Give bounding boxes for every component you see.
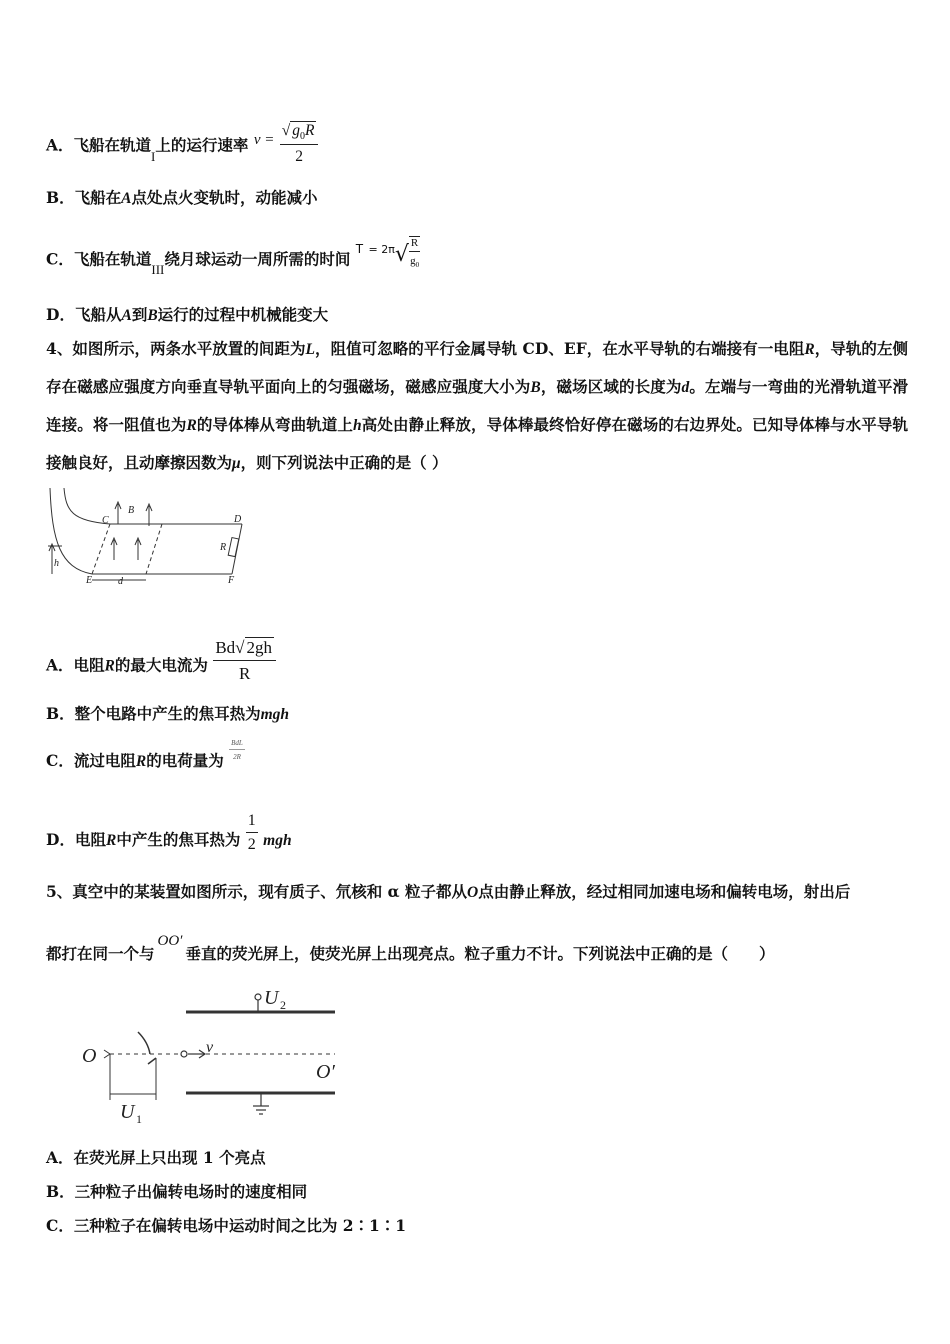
option-label: B． [46,1182,75,1201]
q4-rail-diagram [42,486,252,586]
option-label: A． [46,135,74,155]
speed-formula: $\frac{√ g_0R}{2}$ [280,121,319,166]
period-formula [409,236,420,269]
option-text: 飞船在轨道 [73,135,152,155]
q4-stem [46,330,908,482]
label-h: h [54,558,59,569]
option-label: B． [46,704,75,723]
option-text: 绕月球运动一周所需的时间 [164,249,351,269]
orbit-subscript: I [151,148,156,164]
option-text: 飞船在 [74,188,122,207]
point-a: A [121,307,132,324]
option-text: 流过电阻 [73,751,136,770]
option-label: B． [46,188,75,207]
point-a: A [121,190,132,207]
q4-option-a [46,638,276,690]
var-r: R [105,832,117,849]
option-label: C． [46,249,74,269]
stem-text: ，磁场区域的长度为 [540,377,682,396]
q5-stem-line2 [46,933,775,964]
formula-num: BdL [229,739,245,750]
label-u2-sub: 2 [280,998,286,1012]
var-oo-prime: OO′ [157,933,183,949]
var-r: R [135,753,147,770]
q4-option-b [46,702,289,724]
var-d: d [681,379,690,396]
option-text: 点处点火变轨时，动能减小 [131,188,318,207]
var-b: B [530,379,541,396]
option-text: 到 [131,305,148,324]
stem-text: 高处由静止释放，导体棒最终恰好停在磁场的右边界处。已知导体棒与水平导轨接触良好，且动摩擦因数为 [46,415,908,472]
label-u1: U [120,1101,135,1123]
point-b: B [147,307,158,324]
var-l: L [305,341,315,358]
q5-device-diagram [80,982,350,1127]
q5-option-b [46,1180,307,1202]
q3-option-a [46,124,318,169]
formula-sub: 0 [415,261,420,270]
label-f: F [228,575,235,586]
label-e: E [86,575,93,586]
var-r: R [104,657,115,675]
var-o: O [467,884,479,901]
option-text: 电阻 [74,830,106,849]
option-text: 电阻 [73,655,105,675]
var-mgh: mgh [263,832,292,849]
var-mgh: mgh [260,706,290,723]
option-label: A． [46,1148,74,1167]
option-text: 的最大电流为 [114,655,208,675]
formula-num: Bd [215,638,236,657]
formula-lhs: T [355,241,364,256]
option-text: 的电荷量为 [146,751,224,770]
var-h: h [353,417,362,434]
var-mu: μ [232,455,241,472]
stem-text: 5、真空中的某装置如图所示，现有质子、氘核和 α 粒子都从 [46,882,468,901]
formula-num: R [409,237,420,252]
label-d-length: d [118,576,123,586]
q5-option-a [46,1146,266,1168]
stem-text: 垂直的荧光屏上，使荧光屏上出现亮点。粒子重力不计。下列说法中正确的是（ ） [185,944,775,963]
current-formula: $\frac{Bd√ 2gh}{R}$ [213,637,276,684]
formula-sub: 0 [300,131,306,143]
formula-num: 1 [246,812,258,833]
option-text: 运行的过程中机械能变大 [157,305,329,324]
option-text: 三种粒子在偏转电场中运动时间之比为 2∶1∶1 [73,1216,407,1235]
sqrt-icon: √ [394,241,409,267]
formula-r: R [305,122,315,139]
formula-g: g [292,122,301,139]
label-u2: U [264,987,279,1009]
q5-option-c [46,1214,406,1236]
stem-text: 都打在同一个与 [46,944,155,963]
option-text: 飞船在轨道 [73,249,152,269]
formula-lhs: v = [253,131,275,148]
formula-den: R [238,664,251,683]
label-c: C [102,515,109,526]
label-b: B [128,505,135,516]
q5-stem-line1 [46,880,850,902]
q4-option-c [46,739,245,773]
option-text: 上的运行速率 [155,135,249,155]
label-v: v [206,1039,214,1056]
orbit-subscript: III [151,261,165,277]
stem-text: 点由静止释放，经过相同加速电场和偏转电场，射出后 [478,882,851,901]
var-r: R [186,417,197,434]
stem-text: ，导轨的左侧存在磁感应强度方向垂直导轨平面向上的匀强磁场，磁感应强度大小为 [46,339,908,396]
option-label: D． [46,830,75,849]
stem-text: 。左端与一弯曲的光滑轨道平滑连接。将一阻值也为 [46,377,908,434]
stem-text: ，则下列说法中正确的是（ ） [240,453,448,472]
label-r: R [220,542,227,553]
formula-den: 2R [233,753,241,761]
q3-option-c [46,237,420,277]
stem-text: 的导体棒从弯曲轨道上 [196,415,354,434]
half-fraction [246,812,258,854]
option-label: D． [46,305,75,324]
option-label: A． [46,655,74,675]
var-r: R [804,341,815,358]
option-text: 在荧光屏上只出现 1 个亮点 [73,1148,266,1167]
label-o: O [82,1045,97,1067]
charge-formula [229,739,245,761]
label-o-prime: O′ [316,1061,335,1083]
q3-option-b [46,186,317,208]
label-d: D [234,514,242,525]
formula-den: 2 [247,836,256,853]
option-label: C． [46,751,74,770]
option-text: 三种粒子出偏转电场时的速度相同 [74,1182,308,1201]
label-u1-sub: 1 [136,1112,142,1126]
option-text: 中产生的焦耳热为 [116,830,241,849]
formula-g: g [410,255,416,267]
option-text: 整个电路中产生的焦耳热为 [74,704,261,723]
q3-option-d [46,303,328,325]
option-label: C． [46,1216,74,1235]
q4-option-d [46,812,292,862]
stem-text: ，阻值可忽略的平行金属导轨 CD、EF，在水平导轨的右端接有一电阻 [315,339,805,358]
formula-root: 2gh [246,638,272,657]
option-text: 飞船从 [74,305,122,324]
formula-den: 2 [295,148,303,166]
formula-eq: = 2π [368,242,395,256]
stem-text: 4、如图所示，两条水平放置的间距为 [46,339,306,358]
